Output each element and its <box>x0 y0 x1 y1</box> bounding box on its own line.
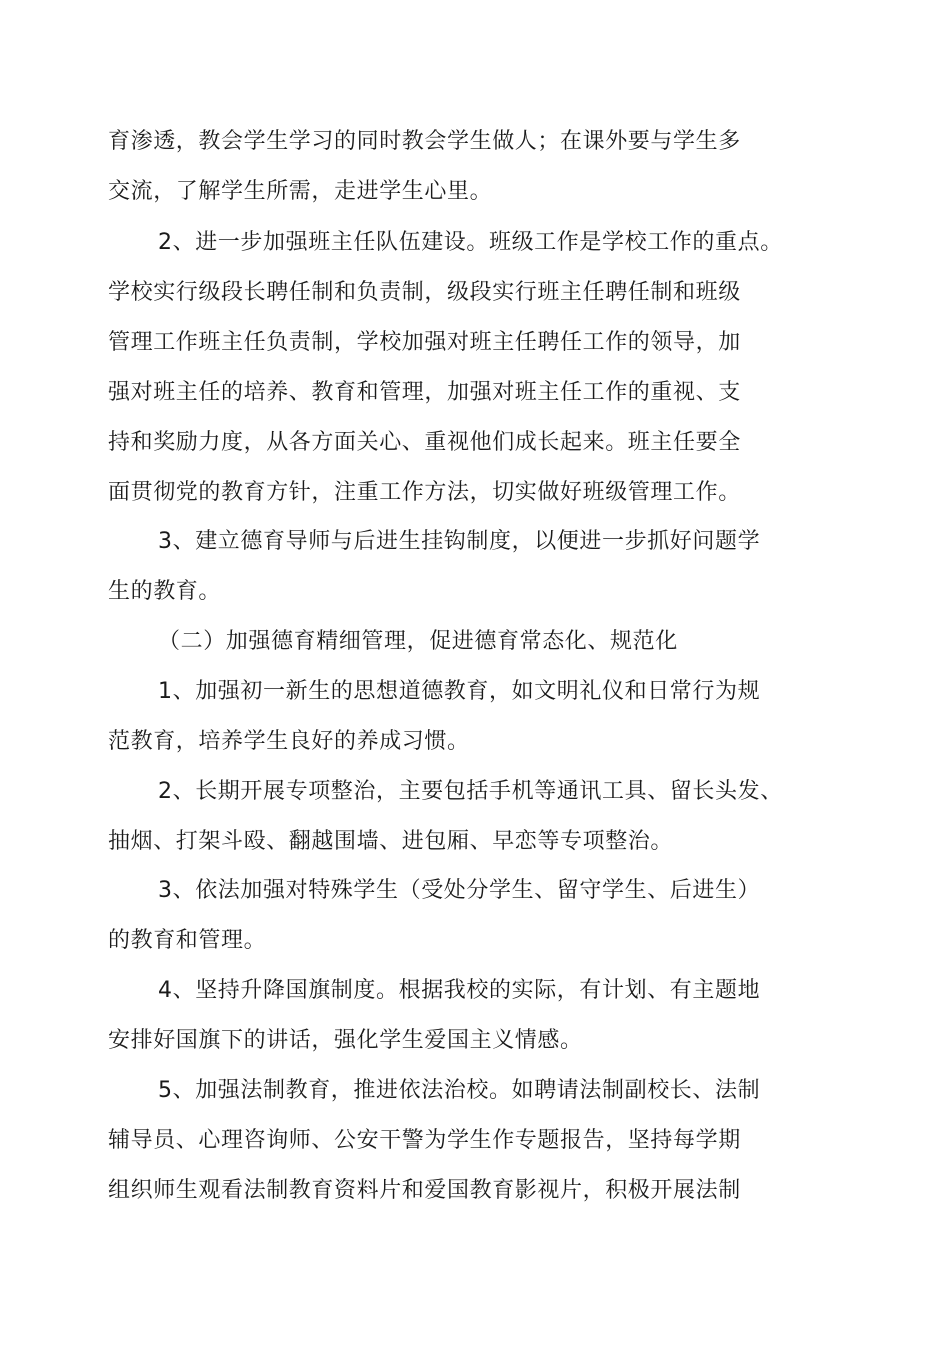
text-line: 学校实行级段长聘任制和负责制，级段实行班主任聘任制和班级 <box>108 280 741 305</box>
text-line: 范教育，培养学生良好的养成习惯。 <box>108 729 470 754</box>
text-line: 交流，了解学生所需，走进学生心里。 <box>108 179 493 204</box>
text-line: 强对班主任的培养、教育和管理，加强对班主任工作的重视、支 <box>108 380 741 405</box>
text-line: 育渗透，教会学生学习的同时教会学生做人；在课外要与学生多 <box>108 129 741 154</box>
text-line: 的教育和管理。 <box>108 928 267 953</box>
text-line: 持和奖励力度，从各方面关心、重视他们成长起来。班主任要全 <box>108 430 741 455</box>
text-line: 2、长期开展专项整治，主要包括手机等通讯工具、留长头发、 <box>158 779 783 804</box>
text-line: 辅导员、心理咨询师、公安干警为学生作专题报告，坚持每学期 <box>108 1128 741 1153</box>
text-line: 5、加强法制教育，推进依法治校。如聘请法制副校长、法制 <box>158 1078 761 1103</box>
section-heading: （二）加强德育精细管理，促进德育常态化、规范化 <box>158 629 678 654</box>
text-line: 安排好国旗下的讲话，强化学生爱国主义情感。 <box>108 1028 583 1053</box>
text-line: 1、加强初一新生的思想道德教育，如文明礼仪和日常行为规 <box>158 679 761 704</box>
text-line: 2、进一步加强班主任队伍建设。班级工作是学校工作的重点。 <box>158 230 783 255</box>
text-line: 3、建立德育导师与后进生挂钩制度，以便进一步抓好问题学 <box>158 529 761 554</box>
text-line: 生的教育。 <box>108 579 222 604</box>
text-line: 抽烟、打架斗殴、翻越围墙、进包厢、早恋等专项整治。 <box>108 829 674 854</box>
text-line: 4、坚持升降国旗制度。根据我校的实际，有计划、有主题地 <box>158 978 761 1003</box>
text-line: 组织师生观看法制教育资料片和爱国教育影视片，积极开展法制 <box>108 1178 741 1203</box>
text-line: 3、依法加强对特殊学生（受处分学生、留守学生、后进生） <box>158 878 761 903</box>
text-line: 面贯彻党的教育方针，注重工作方法，切实做好班级管理工作。 <box>108 480 741 505</box>
text-line: 管理工作班主任负责制，学校加强对班主任聘任工作的领导，加 <box>108 330 741 355</box>
